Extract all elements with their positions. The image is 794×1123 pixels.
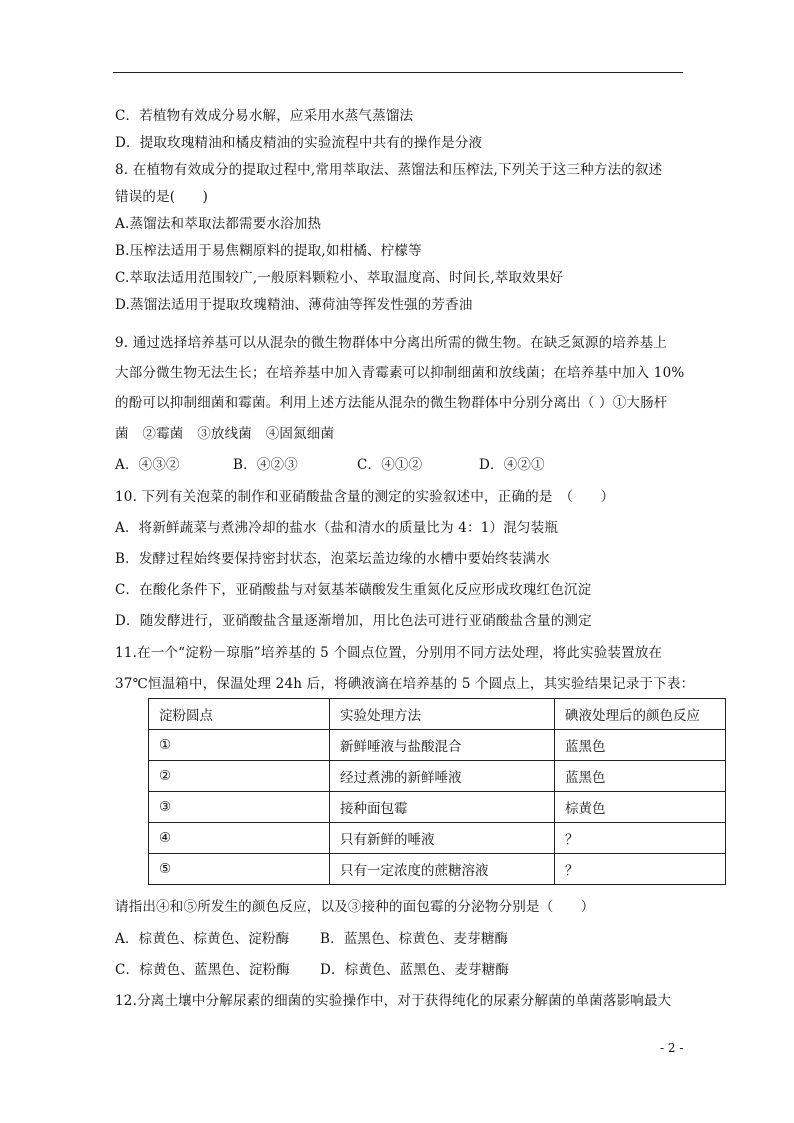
q10-stem: 10. 下列有关泡菜的制作和亚硝酸盐含量的测定的实验叙述中，正确的是 （ ） (115, 489, 615, 505)
table-row (149, 854, 726, 885)
header-rule (113, 72, 683, 73)
q10-option-c: C．在酸化条件下，亚硝酸盐与对氨基苯磺酸发生重氮化反应形成玫瑰红色沉淀 (115, 582, 592, 598)
q9-options (115, 453, 545, 473)
q9-stem-line1: 9. 通过选择培养基可以从混杂的微生物群体中分离出所需的微生物。在缺乏氮源的培养基上 (115, 335, 668, 351)
q8-stem-line2: 错误的是( ) (115, 189, 209, 205)
table-cell: ④ (149, 823, 330, 854)
q9-stem-line2: 大部分微生物无法生长；在培养基中加入青霉素可以抑制细菌和放线菌；在培养基中加入 10% (115, 365, 685, 381)
q8-stem-line1: 8. 在植物有效成分的提取过程中,常用萃取法、蒸馏法和压榨法,下列关于这三种方法的叙述 (115, 162, 663, 178)
q9-option-a: A．④③② (115, 457, 180, 473)
q9-option-b: B．④②③ (233, 457, 298, 473)
table-cell: 经过煮沸的新鲜唾液 (330, 761, 555, 792)
q9-stem-line4: 菌 ②霉菌 ③放线菌 ④固氮细菌 (115, 426, 335, 442)
q9-option-c: C．④①② (357, 457, 423, 473)
table-cell: 接种面包霉 (330, 792, 555, 823)
table-header-row (149, 699, 726, 730)
table-cell: 棕黄色 (555, 792, 726, 823)
table-cell: 只有新鲜的唾液 (330, 823, 555, 854)
q10-option-b: B．发酵过程始终要保持密封状态，泡菜坛盖边缘的水槽中要始终装满水 (115, 551, 550, 567)
q11-stem-line2: 37℃恒温箱中，保温处理 24h 后，将碘液滴在培养基的 5 个圆点上，其实验结果记录于下表： (115, 676, 695, 692)
q11-options-row2 (115, 958, 509, 978)
q11-option-a: A．棕黄色、棕黄色、淀粉酶 (115, 931, 290, 947)
page-number: - 2 - (660, 1041, 684, 1055)
table-cell: ③ (149, 792, 330, 823)
table-cell: 蓝黑色 (555, 730, 726, 761)
q12-stem: 12.分离土壤中分解尿素的细菌的实验操作中，对于获得纯化的尿素分解菌的单菌落影响最大 (115, 993, 672, 1009)
table-row (149, 823, 726, 854)
table-row (149, 761, 726, 792)
table-cell: 新鲜唾液与盐酸混合 (330, 730, 555, 761)
q8-option-b: B.压榨法适用于易焦糊原料的提取,如柑橘、柠檬等 (115, 243, 422, 259)
table-row (149, 730, 726, 761)
table-header-cell: 实验处理方法 (330, 699, 555, 730)
q8-option-c: C.萃取法适用范围较广,一般原料颗粒小、萃取温度高、时间长,萃取效果好 (115, 270, 564, 286)
q11-question: 请指出④和⑤所发生的颜色反应，以及③接种的面包霉的分泌物分别是（ ） (115, 899, 595, 915)
q9-option-d: D．④②① (479, 457, 545, 473)
table-cell: ？ (555, 854, 726, 885)
q7-option-d: D．提取玫瑰精油和橘皮精油的实验流程中共有的操作是分液 (115, 135, 483, 151)
q8-option-a: A.蒸馏法和萃取法都需要水浴加热 (115, 216, 322, 232)
q11-options-row1 (115, 927, 508, 947)
q11-stem-line1: 11.在一个“淀粉－琼脂”培养基的 5 个圆点位置，分别用不同方法处理，将此实验装置放在 (115, 645, 663, 661)
table-cell: ① (149, 730, 330, 761)
table-cell: ② (149, 761, 330, 792)
table-cell: ⑤ (149, 854, 330, 885)
table-cell: 蓝黑色 (555, 761, 726, 792)
q7-option-c: C．若植物有效成分易水解，应采用水蒸气蒸馏法 (115, 108, 414, 124)
experiment-table (148, 698, 726, 885)
q10-option-a: A．将新鲜蔬菜与煮沸冷却的盐水（盐和清水的质量比为 4：1）混匀装瓶 (115, 520, 559, 536)
table-row (149, 792, 726, 823)
q11-option-d: D．棕黄色、蓝黑色、麦芽糖酶 (320, 962, 510, 978)
table-cell: 只有一定浓度的蔗糖溶液 (330, 854, 555, 885)
table-cell: ？ (555, 823, 726, 854)
q8-option-d: D.蒸馏法适用于提取玫瑰精油、薄荷油等挥发性强的芳香油 (115, 297, 473, 313)
table-header-cell: 碘液处理后的颜色反应 (555, 699, 726, 730)
q11-option-b: B．蓝黑色、棕黄色、麦芽糖酶 (320, 931, 509, 947)
q10-option-d: D．随发酵进行，亚硝酸盐含量逐渐增加，用比色法可进行亚硝酸盐含量的测定 (115, 613, 592, 629)
q11-option-c: C．棕黄色、蓝黑色、淀粉酶 (115, 962, 290, 978)
q9-stem-line3: 的酚可以抑制细菌和霉菌。利用上述方法能从混杂的微生物群体中分别分离出（ ）①大肠杆 (115, 395, 668, 411)
table-header-cell: 淀粉圆点 (149, 699, 330, 730)
